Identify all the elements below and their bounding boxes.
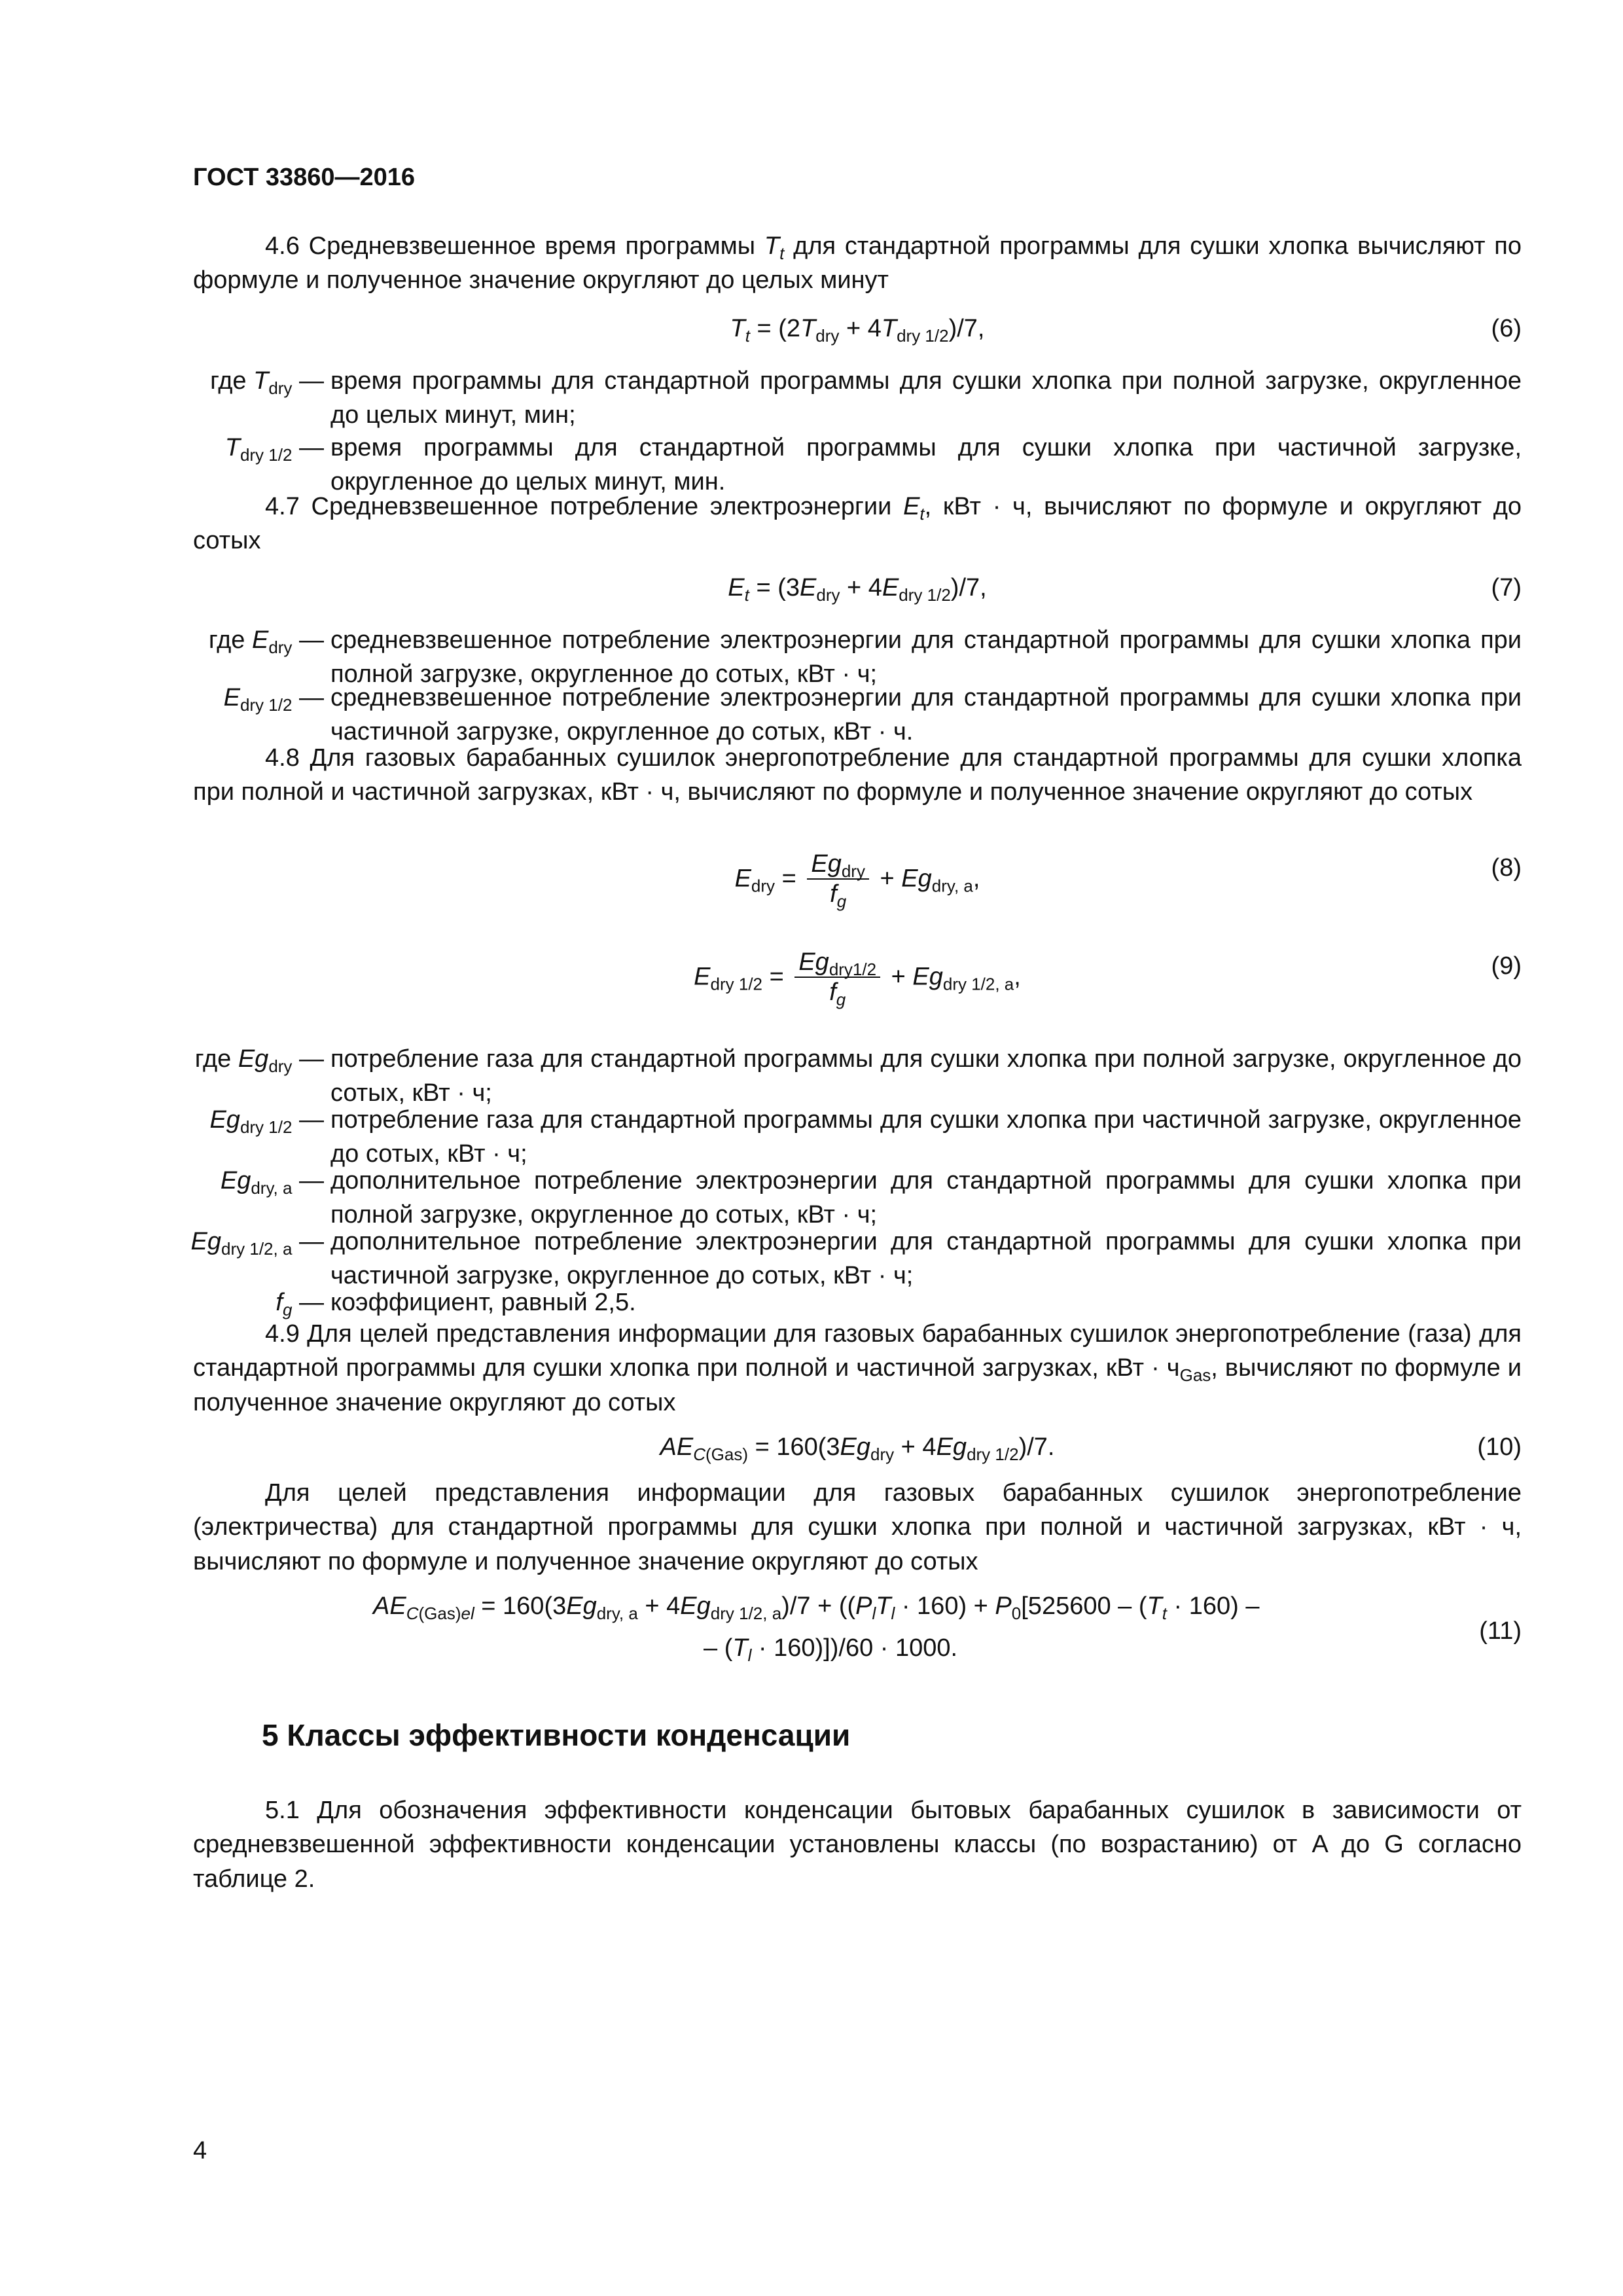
formula-11-line2: – $(T_l \cdot 160)])/60 \cdot 1000$.	[704, 1634, 958, 1665]
equation-number: (6)	[1491, 315, 1522, 342]
definition-term: где $Eg_{dry}$ —	[194, 1045, 324, 1076]
paragraph-4-8: 4.8 Для газовых барабанных сушилок энергопотребление для стандартной программы для сушки хлопка при полной и частичной загрузках, кВт · ч, вычисляют по формуле и полученное значение округляют до сотых	[193, 744, 1522, 806]
equation-number: (11)	[1479, 1617, 1522, 1645]
paragraph-4-6: 4.6 Средневзвешенное время программы $T_t$ для стандартной программы для сушки хлопка вычисляют по формуле и полученное значение округляют до целых минут	[193, 232, 1522, 295]
definition-term: $Eg_{dry 1/2}$ —	[209, 1106, 324, 1137]
definition-text: потребление газа для стандартной программы для сушки хлопка при частичной загрузке, округленное до сотых, кВт · ч;	[330, 1106, 1522, 1168]
definition-eg-dry	[193, 1042, 1522, 1111]
definition-t-dry	[193, 364, 1522, 433]
paragraph-4-9: 4.9 Для целей представления информации для газовых барабанных сушилок энергопотребление (газа) для стандартной программы для сушки хлопка при полной и частичной загрузках, кВт · $ч_{Gas}$, вычисляют по формуле и полученное значение округляют до сотых	[193, 1320, 1522, 1416]
document-page	[190, 0, 1522, 2296]
fraction: $\frac{Eg_{dry}}{f_g}$	[807, 851, 869, 909]
formula-9: $E_{dry 1/2}$ = $\frac{Eg_{dry1/2}}{f_g}$ + $Eg_{dry 1/2, a}$,	[694, 948, 1021, 1009]
formula-10: $AE_{C(Gas)} = 160(3Eg_{dry} + 4Eg_{dry 1/2})/7$.	[660, 1433, 1055, 1464]
equation-number: (10)	[1477, 1433, 1522, 1461]
definition-eg-dry-half-a	[190, 1225, 1522, 1293]
definition-term: $E_{dry 1/2}$ —	[223, 684, 324, 715]
fraction: $\frac{Eg_{dry1/2}}{f_g}$	[794, 949, 880, 1007]
definition-eg-dry-a	[193, 1164, 1522, 1232]
formula-6: $T_t = (2T_{dry} + 4T_{dry 1/2})/7$,	[730, 315, 985, 346]
definition-text: средневзвешенное потребление электроэнергии для стандартной программы для сушки хлопка при частичной загрузке, округленное до сотых, кВт · ч.	[330, 684, 1522, 746]
definition-term: $Eg_{dry 1/2, a}$ —	[190, 1228, 324, 1259]
equation-11	[193, 1589, 1522, 1674]
definition-term: где $E_{dry}$ —	[208, 626, 324, 657]
paragraph-4-9-electricity: Для целей представления информации для газовых барабанных сушилок энергопотребление (электричества) для стандартной программы для сушки хлопка при полной и частичной загрузках, кВт · ч, вычисляют по формуле и полученное значение округляют до сотых	[193, 1479, 1522, 1575]
equation-number: (7)	[1491, 574, 1522, 601]
definition-term: $f_g$ —	[276, 1289, 324, 1319]
paragraph-4-7: 4.7 Средневзвешенное потребление электроэнергии $E_t$, кВт · ч, вычисляют по формуле и округляют до сотых	[193, 493, 1522, 555]
definition-fg	[193, 1285, 1522, 1319]
formula-7: $E_t = (3E_{dry} + 4E_{dry 1/2})/7$,	[728, 574, 987, 605]
formula-11-line1: $AE_{C(Gas)el} = 160(3Eg_{dry, a} + 4Eg_{dry 1/2, a})/7 + ((P_lT_l \cdot 160) + P_0[525600 - (T_t \cdot 160)$ –	[373, 1592, 1260, 1623]
formula-8: $E_{dry}$ = $\frac{Eg_{dry}}{f_g}$ + $Eg_{dry, a}$,	[734, 850, 980, 911]
definition-eg-dry-half	[193, 1103, 1522, 1172]
equation-8	[193, 851, 1522, 923]
definition-term: где $T_{dry}$ —	[210, 367, 324, 398]
definition-text: время программы для стандартной программы для сушки хлопка при полной загрузке, округленное до целых минут, мин;	[330, 367, 1522, 429]
paragraph-5-1: 5.1 Для обозначения эффективности конденсации бытовых барабанных сушилок в зависимости от средневзвешенной эффективности конденсации установлены классы (по возрастанию) от A до G согласно таблице 2.	[193, 1797, 1522, 1893]
page-number: 4	[193, 2137, 207, 2164]
definition-term: $T_{dry 1/2}$ —	[224, 434, 324, 465]
equation-6	[193, 312, 1522, 348]
equation-10	[193, 1430, 1522, 1467]
definition-text: коэффициент, равный 2,5.	[330, 1289, 636, 1316]
definition-term: $Eg_{dry, a}$ —	[220, 1167, 324, 1198]
definition-text: потребление газа для стандартной программы для сушки хлопка при полной загрузке, округленное до сотых, кВт · ч;	[330, 1045, 1522, 1107]
equation-7	[193, 571, 1522, 607]
definition-text: средневзвешенное потребление электроэнергии для стандартной программы для сушки хлопка при полной загрузке, округленное до сотых, кВт · ч;	[330, 626, 1522, 689]
definition-text: дополнительное потребление электроэнергии для стандартной программы для сушки хлопка при полной загрузке, округленное до сотых, кВт · ч;	[330, 1167, 1522, 1229]
equation-number: (8)	[1491, 854, 1522, 882]
equation-number: (9)	[1491, 952, 1522, 980]
definition-e-dry-half	[193, 681, 1522, 749]
equation-9	[193, 949, 1522, 1021]
definition-text: дополнительное потребление электроэнергии для стандартной программы для сушки хлопка при частичной загрузке, округленное до сотых, кВт · ч;	[330, 1228, 1522, 1290]
definition-text: время программы для стандартной программы для сушки хлопка при частичной загрузке, округленное до целых минут, мин.	[330, 434, 1522, 496]
section-5-heading: 5 Классы эффективности конденсации	[262, 1718, 851, 1752]
document-header: ГОСТ 33860—2016	[193, 164, 416, 191]
